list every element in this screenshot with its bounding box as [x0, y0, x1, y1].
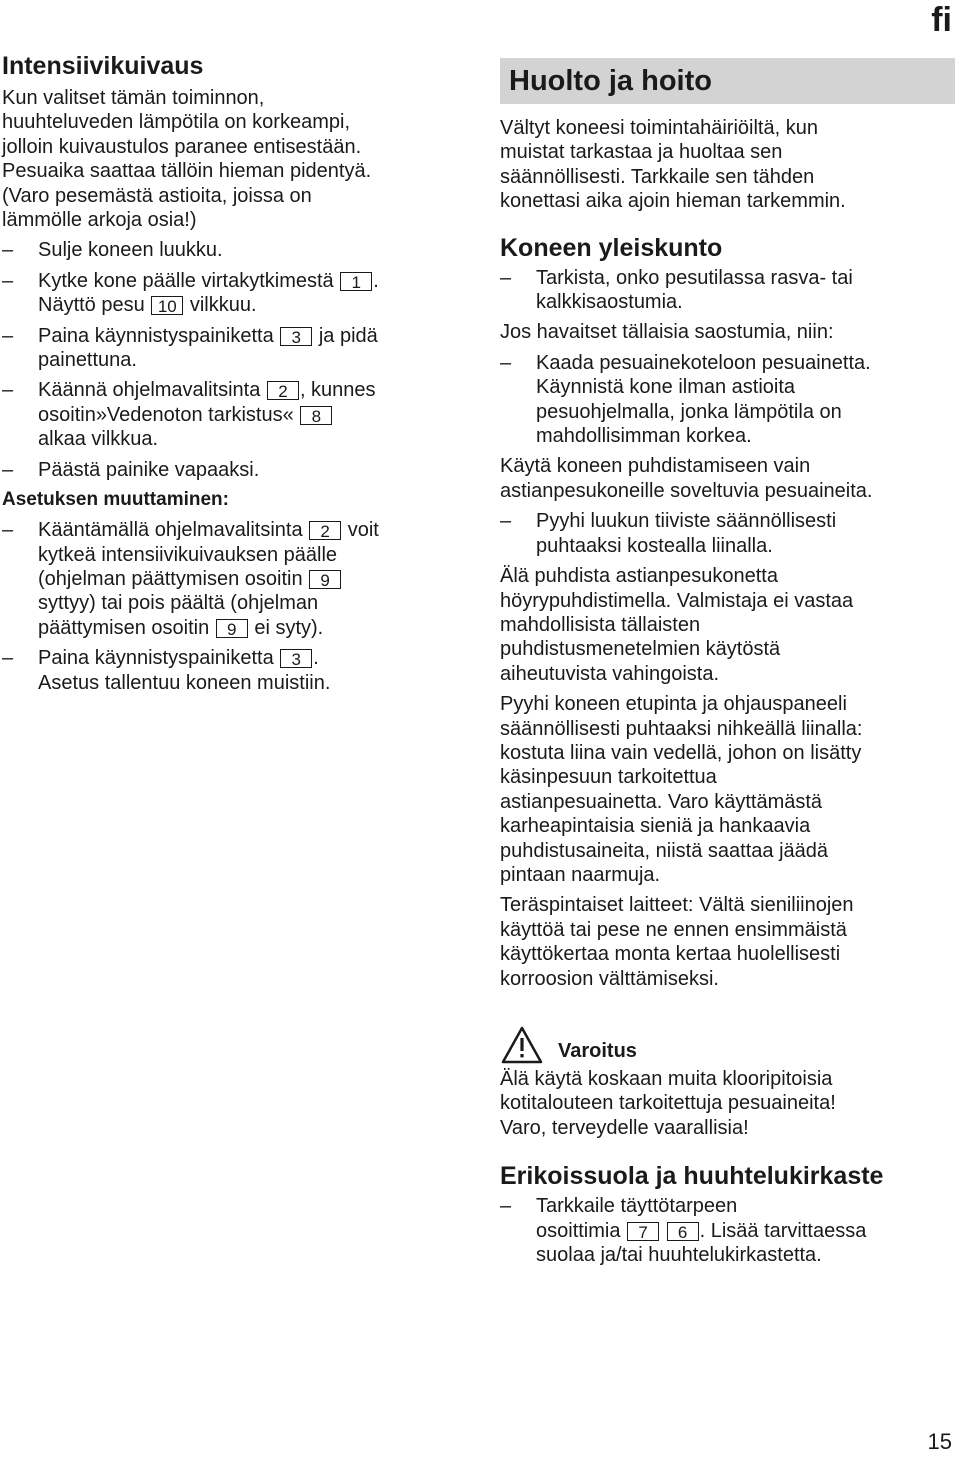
key-2-box: 2 [267, 381, 299, 400]
wipe-front-text: Pyyhi koneen etupinta ja ohjauspaneeli säännöllisesti puhtaaksi nihkeällä liinalla: kostuta liina vain vedellä, johon on lisätty käsinpesuun tarkoitettua astianpesuainetta. Varo käyttämästä karheapintaisia sieniä ja hankaavia puhdistusaineita, niistä saattaa jäädä pintaan naarmuja. [500, 693, 863, 886]
key-3-box: 3 [280, 327, 312, 346]
check-deposits-item: – Tarkista, onko pesutilassa rasva- tai kalkkisaostumia. [500, 266, 853, 314]
salt-rinse-heading: Erikoissuola ja huuhtelukirkaste [500, 1162, 884, 1191]
key-10-box: 10 [151, 296, 183, 315]
warning-title: Varoitus [558, 1039, 637, 1062]
warning-header [500, 1025, 955, 1065]
step-release-button: – Päästä painike vapaaksi. [2, 458, 260, 481]
change-step-selector: – Kääntämällä ohjelmavalitsinta 2 voit kytkeä intensiivikuivauksen päälle (ohjelman päättymisen osoitin 9 syttyy) tai pois päältä (ohjelman päättymisen osoitin 9 ei syty). [2, 519, 379, 639]
key-2-box: 2 [309, 521, 341, 540]
maintenance-banner: Huolto ja hoito [500, 58, 955, 104]
step-close-door: – Sulje koneen luukku. [2, 239, 223, 262]
wipe-seal-item: – Pyyhi luukun tiiviste säännöllisesti puhtaaksi kostealla liinalla. [500, 510, 837, 557]
detergent-item: – Kaada pesuainekoteloon pesuainetta. Käynnistä kone ilman astioita pesuohjelmalla, jonka lämpötila on mahdollisimman korkea. [500, 351, 871, 448]
step-press-start: – Paina käynnistyspainiketta 3 ja pidä painettuna. [2, 324, 378, 372]
right-column [500, 58, 955, 1267]
language-code: fi [931, 1, 952, 39]
warning-triangle-icon [500, 1025, 544, 1065]
key-9-box: 9 [309, 570, 341, 589]
change-step-press-start: – Paina käynnistyspainiketta 3 . Asetus tallentuu koneen muistiin. [2, 647, 331, 694]
if-deposits-text: Jos havaitset tällaisia saostumia, niin: [500, 321, 834, 344]
use-detergent-text: Käytä koneen puhdistamiseen vain astianpesukoneille soveltuvia pesuaineita. [500, 455, 873, 502]
steel-surfaces-text: Teräspintaiset laitteet: Vältä sieniliinojen käyttöä tai pese ne ennen ensimmäistä käyttökertaa monta kertaa huolellisesti korroosion välttämiseksi. [500, 894, 854, 990]
general-condition-heading: Koneen yleiskunto [500, 233, 723, 262]
no-steam-cleaner-text: Älä puhdista astianpesukonetta höyrypuhdistimella. Valmistaja ei vastaa mahdollisista tällaisten puhdistusmenetelmien käytöstä aiheutuvista vahingoista. [500, 565, 854, 685]
key-1-box: 1 [340, 272, 372, 291]
salt-rinse-item: – Tarkkaile täyttötarpeen osoittimia 7 6 . Lisää tarvittaessa suolaa ja/tai huuhtelukirkastetta. [500, 1195, 867, 1267]
key-9-box: 9 [216, 619, 248, 638]
key-3-box: 3 [280, 649, 312, 668]
key-6-box: 6 [667, 1222, 699, 1241]
step-turn-selector: – Käännä ohjelmavalitsinta 2 , kunnes osoitin»Vedenoton tarkistus« 8 alkaa vilkkua. [2, 379, 376, 451]
key-8-box: 8 [300, 406, 332, 425]
change-setting-heading: Asetuksen muuttaminen: [2, 489, 229, 511]
intensive-drying-heading: Intensiivikuivaus [2, 52, 204, 80]
warning-text: Älä käytä koskaan muita klooripitoisia kotitalouteen tarkoitettuja pesuaineita! Varo, terveydelle vaarallisia! [500, 1068, 836, 1139]
maintenance-intro: Vältyt koneesi toimintahäiriöiltä, kun muistat tarkastaa ja huoltaa sen säännöllisesti. Tarkkaile sen tähden konettasi aika ajoin hieman tarkemmin. [500, 117, 846, 213]
page-number: 15 [927, 1429, 952, 1454]
key-7-box: 7 [627, 1222, 659, 1241]
intensive-intro: Kun valitset tämän toiminnon, huuhteluveden lämpötila on korkeampi, jolloin kuivaustulos paranee entisestään. Pesuaika saattaa tällöin hieman pidentyä. (Varo pesemästä astioita, joissa on lämmölle arkoja osia!) [2, 87, 372, 232]
step-power-on: – Kytke kone päälle virtakytkimestä 1 . Näyttö pesu 10 vilkkuu. [2, 269, 379, 317]
left-column [2, 50, 457, 695]
